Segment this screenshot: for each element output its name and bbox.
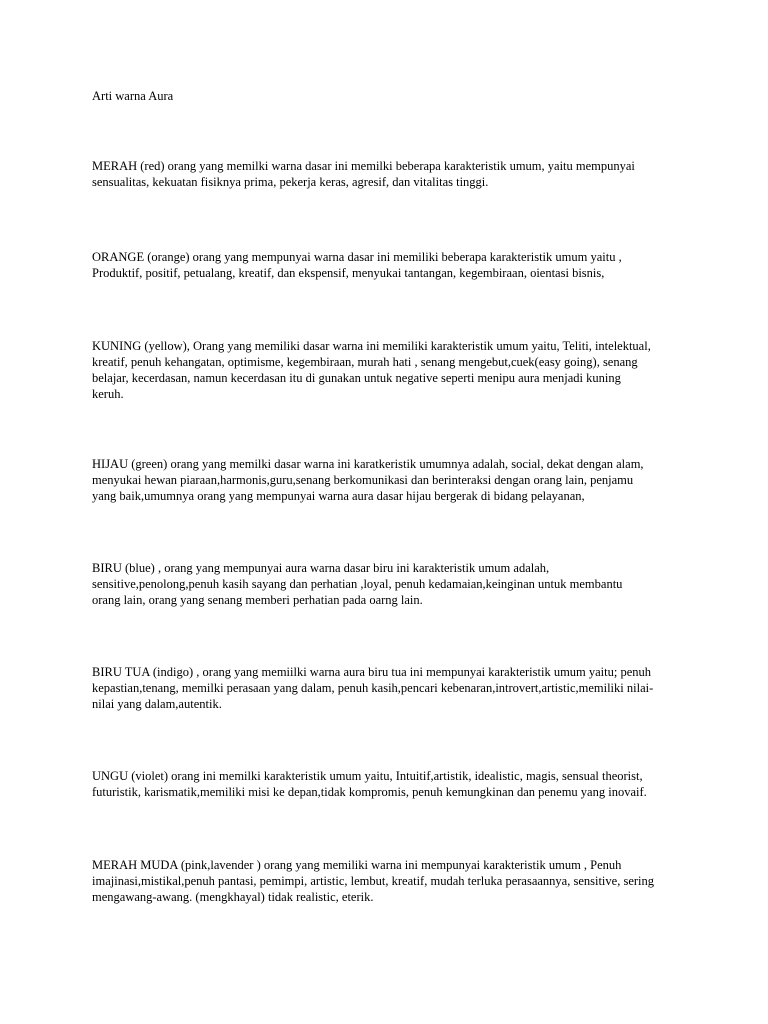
paragraph-merah-muda: [92, 857, 680, 905]
paragraph-ungu: [92, 768, 680, 800]
paragraph-merah: [92, 158, 680, 190]
text-line: belajar, kecerdasan, namun kecerdasan itu di gunakan untuk negative seperti menipu aura menjadi kuning: [92, 371, 621, 385]
paragraph-orange: [92, 249, 680, 281]
text-line: kepastian,tenang, memilki perasaan yang dalam, penuh kasih,pencari kebenaran,introvert,artistic,memiliki nilai-: [92, 681, 654, 695]
text-line: menyukai hewan piaraan,harmonis,guru,senang berkomunikasi dan berinteraksi dengan orang lain, penjamu: [92, 473, 634, 487]
text-line: keruh.: [92, 387, 124, 401]
text-line: MERAH MUDA (pink,lavender ) orang yang memiliki warna ini mempunyai karakteristik umum , Penuh: [92, 858, 622, 872]
text-line: sensualitas, kekuatan fisiknya prima, pekerja keras, agresif, dan vitalitas tinggi.: [92, 175, 489, 189]
text-line: nilai yang dalam,autentik.: [92, 697, 222, 711]
paragraph-hijau: [92, 456, 680, 504]
text-line: mengawang-awang. (mengkhayal) tidak realistic, eterik.: [92, 890, 374, 904]
text-line: orang lain, orang yang senang memberi perhatian pada oarng lain.: [92, 593, 423, 607]
text-line: UNGU (violet) orang ini memilki karakteristik umum yaitu, Intuitif,artistik, idealistic, magis, sensual theorist,: [92, 769, 643, 783]
text-line: kreatif, penuh kehangatan, optimisme, kegembiraan, murah hati , senang mengebut,cuek(easy going), senang: [92, 355, 638, 369]
text-line: BIRU (blue) , orang yang mempunyai aura warna dasar biru ini karakteristik umum adalah,: [92, 561, 550, 575]
text-line: KUNING (yellow), Orang yang memiliki dasar warna ini memiliki karakteristik umum yaitu, Teliti, intelektual,: [92, 339, 651, 353]
text-line: yang baik,umumnya orang yang mempunyai warna aura dasar hijau bergerak di bidang pelayanan,: [92, 489, 585, 503]
text-line: sensitive,penolong,penuh kasih sayang dan perhatian ,loyal, penuh kedamaian,keinginan untuk membantu: [92, 577, 623, 591]
text-line: ORANGE (orange) orang yang mempunyai warna dasar ini memiliki beberapa karakteristik umum yaitu ,: [92, 250, 622, 264]
text-line: imajinasi,mistikal,penuh pantasi, pemimpi, artistic, lembut, kreatif, mudah terluka perasaannya, sensitive, sering: [92, 874, 655, 888]
paragraph-kuning: [92, 338, 680, 402]
paragraph-biru-tua: [92, 664, 680, 712]
document-title: Arti warna Aura: [92, 89, 174, 103]
text-line: Produktif, positif, petualang, kreatif, dan ekspensif, menyukai tantangan, kegembiraan, oientasi bisnis,: [92, 266, 605, 280]
text-line: futuristik, karismatik,memiliki misi ke depan,tidak kompromis, penuh kemungkinan dan penemu yang inovaif.: [92, 785, 647, 799]
text-line: HIJAU (green) orang yang memilki dasar warna ini karatkeristik umumnya adalah, social, dekat dengan alam,: [92, 457, 644, 471]
text-line: BIRU TUA (indigo) , orang yang memiilki warna aura biru tua ini mempunyai karakteristik umum yaitu; penuh: [92, 665, 652, 679]
text-line: MERAH (red) orang yang memilki warna dasar ini memilki beberapa karakteristik umum, yaitu mempunyai: [92, 159, 635, 173]
paragraph-biru: [92, 560, 680, 608]
